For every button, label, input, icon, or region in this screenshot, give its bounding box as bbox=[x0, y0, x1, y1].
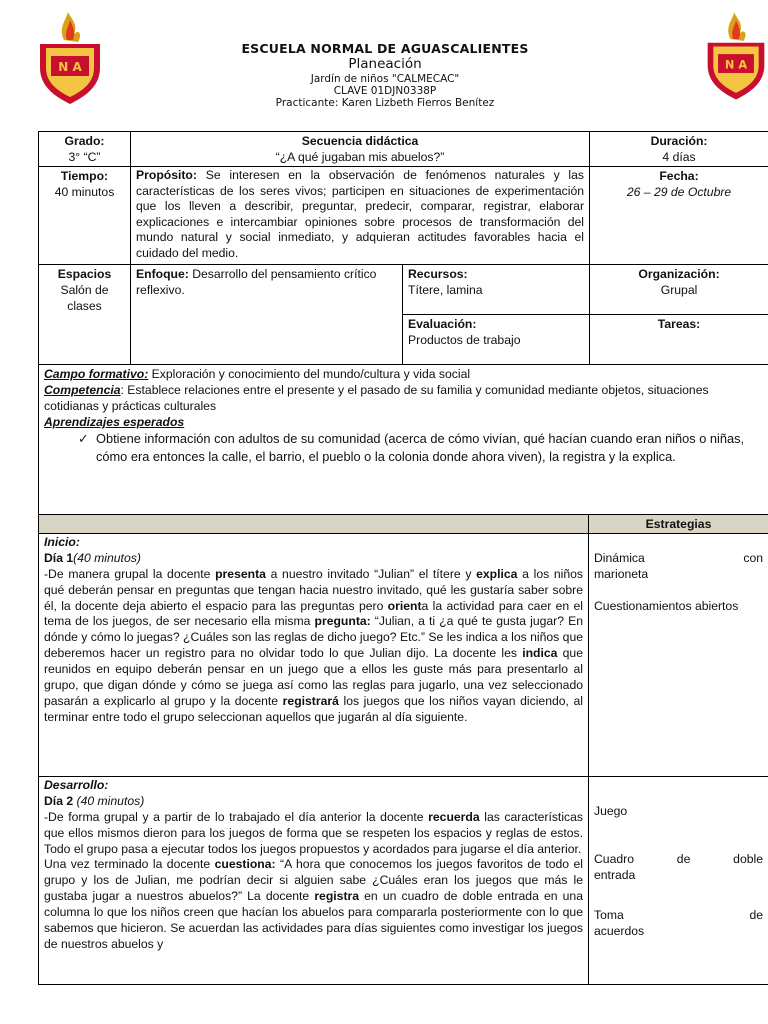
info-row-3 bbox=[39, 265, 768, 315]
inicio-day: Día 1 bbox=[44, 550, 74, 565]
duracion-value: 4 días bbox=[662, 150, 696, 165]
strategy-cuestionamientos: Cuestionamientos abiertos bbox=[594, 599, 739, 614]
inicio-title: Inicio: bbox=[44, 535, 80, 550]
inicio-bold-4: pregunta: bbox=[314, 614, 371, 629]
strategy-toma bbox=[594, 907, 763, 923]
strategy-toma-word-2: de bbox=[749, 908, 763, 923]
secuencia-cell bbox=[131, 132, 590, 167]
strategy-cuadro-word-1: Cuadro bbox=[594, 852, 634, 867]
campo-label: Campo formativo: bbox=[44, 367, 149, 381]
fecha-cell bbox=[590, 167, 768, 265]
desarrollo-text-4: “A hora que conocemos los juegos favoritos de todo el grupo y los de Julian, me podrían decir si alguien sabe ¿Cuáles eran los juegos que más le gustaba jugar a nuestros abuelos?” La docente bbox=[44, 857, 583, 904]
school-crest-logo-right bbox=[702, 8, 768, 104]
espacios-label: Espacios bbox=[57, 267, 112, 282]
desarrollo-paragraph-2 bbox=[44, 857, 583, 952]
inicio-text-4: a la actividad para caer en el tema de los juegos, de ser necesario ella misma bbox=[44, 598, 583, 629]
organizacion-cell bbox=[590, 265, 768, 315]
aprendizaje-item bbox=[44, 430, 763, 465]
duracion-label: Duración: bbox=[650, 134, 708, 148]
kinder-name: Jardín de niños "CALMECAC" bbox=[310, 72, 460, 85]
strategy-cuadro-word-4: entrada bbox=[594, 868, 636, 883]
aprendizaje-text: Obtiene información con adultos de su comunidad (acerca de cómo vivían, qué hacían cuando eran niños o niñas, cómo era entonces la calle, el barrio, el pueblo o la colonia donde ahora viven), la registra y la explica. bbox=[96, 431, 745, 465]
desarrollo-title: Desarrollo: bbox=[44, 778, 109, 793]
desarrollo-bold-3: cuestiona: bbox=[214, 857, 276, 872]
proposito-cell bbox=[131, 167, 590, 265]
strategy-dinamica-word-2: con bbox=[743, 551, 763, 566]
strategy-juego: Juego bbox=[594, 804, 628, 819]
strategy-cuadro bbox=[594, 851, 763, 867]
strategies-header-blank bbox=[39, 515, 589, 534]
inicio-cell bbox=[39, 534, 589, 777]
desarrollo-bold-1: recuerda bbox=[428, 809, 480, 824]
inicio-paragraph bbox=[44, 567, 583, 726]
document-header bbox=[150, 42, 620, 110]
strategy-cuadro-word-2: de bbox=[676, 852, 691, 867]
inicio-text-3: a los niños qué deberán pensar en preguntas que tengan hacia nuestro invitado, qué les gustaría saber sobre él, la docente deja abierto el espacio para las preguntas pero bbox=[44, 566, 584, 613]
competencia-value: : Establece relaciones entre el presente y el pasado de su familia y comunidad mediante objetos, situaciones cotidianas y prácticas culturales bbox=[44, 383, 709, 414]
strategy-toma-word-1: Toma bbox=[594, 908, 624, 923]
inicio-row bbox=[39, 534, 768, 777]
proposito-text: Se interesen en la observación de fenómenos naturales y las características de los seres vivos; participen en situaciones de experimentación que los lleven a describir, preguntar, predecir, comparar, registrar, elaborar explicaciones e intercambiar opiniones sobre procesos de transformación del mundo natural y social inmediato, y adquieran actitudes favorables hacia el cuidado del medio. bbox=[136, 168, 585, 260]
recursos-value: Títere, lamina bbox=[408, 283, 483, 298]
logo-text-left: N A bbox=[58, 60, 82, 74]
desarrollo-text-2: las características que ellos mismos dieron para los juegos de forma que se respeten los espacios y reglas de estos. Todo el grupo pasa a ejecutar todos los juegos propuestos y acordados para jugarse el día anterior. bbox=[44, 809, 583, 856]
desarrollo-text-5: en un cuadro de doble entrada en una columna lo que los niños creen que hacían los abuelos para compararla posteriormente con lo que sabemos que hicieron. Se acuerdan las actividades para días siguientes como investigar los juegos de nuestros abuelos y bbox=[44, 889, 583, 951]
info-table bbox=[38, 131, 768, 365]
inicio-bold-2: explica bbox=[476, 566, 518, 581]
inicio-duration: (40 minutos) bbox=[73, 550, 141, 565]
enfoque-label: Enfoque: bbox=[136, 267, 189, 282]
evaluacion-value: Productos de trabajo bbox=[408, 333, 521, 348]
recursos-label: Recursos: bbox=[408, 267, 468, 282]
grado-cell bbox=[39, 132, 131, 167]
desarrollo-strategies bbox=[589, 777, 768, 985]
tiempo-label: Tiempo: bbox=[60, 169, 109, 184]
desarrollo-bold-4: registra bbox=[314, 889, 360, 904]
evaluacion-cell bbox=[403, 315, 590, 365]
inicio-bold-6: registrará bbox=[282, 693, 339, 708]
school-crest-logo-left bbox=[34, 10, 106, 106]
tiempo-value: 40 minutos bbox=[54, 185, 115, 200]
organizacion-label: Organización: bbox=[638, 267, 720, 282]
secuencia-value: “¿A qué jugaban mis abuelos?” bbox=[275, 150, 445, 165]
inicio-strategies bbox=[589, 534, 768, 777]
secuencia-label: Secuencia didáctica bbox=[301, 134, 419, 148]
campo-cell bbox=[39, 365, 768, 515]
espacios-cell bbox=[39, 265, 131, 365]
practicante-name: Practicante: Karen Lizbeth Fierros Benítez bbox=[275, 97, 495, 110]
recursos-cell bbox=[403, 265, 590, 315]
strategy-dinamica bbox=[594, 550, 763, 566]
info-row-1 bbox=[39, 132, 768, 167]
tareas-cell bbox=[590, 315, 768, 365]
fecha-label: Fecha: bbox=[659, 169, 699, 184]
proposito-label: Propósito: bbox=[136, 168, 197, 183]
strategies-header: Estrategias bbox=[589, 515, 768, 534]
desarrollo-day: Día 2 bbox=[44, 793, 77, 808]
desarrollo-cell bbox=[39, 777, 589, 985]
document-type: Planeación bbox=[348, 55, 422, 72]
campo-value: Exploración y conocimiento del mundo/cultura y vida social bbox=[148, 367, 471, 381]
inicio-text-1: -De manera grupal la docente bbox=[44, 566, 216, 581]
grado-value: 3° “C” bbox=[68, 150, 101, 165]
inicio-text-7: los juegos que los niños vayan diciendo, al terminar entre todo el grupo seleccionan aquellos que jugarán al día siguiente. bbox=[44, 693, 583, 724]
desarrollo-text-3: Una vez terminado la docente bbox=[44, 857, 215, 872]
desarrollo-duration: (40 minutos) bbox=[76, 793, 145, 808]
inicio-text-2: a nuestro invitado “Julian” el títere y bbox=[265, 566, 477, 581]
enfoque-cell bbox=[131, 265, 403, 365]
organizacion-value: Grupal bbox=[660, 283, 698, 298]
grado-label: Grado: bbox=[64, 134, 105, 148]
school-name: ESCUELA NORMAL DE AGUASCALIENTES bbox=[241, 41, 529, 56]
inicio-text-5: “Julian, a ti ¿a qué te gusta jugar? En dónde y cómo lo juegas? ¿Cuáles son las reglas de dicho juego? Etc.” Se les indica a los niños que deberemos hacer un registro para no olvidar todo lo que Julian dijo. La docente les bbox=[44, 614, 583, 661]
aprendizajes-label: Aprendizajes esperados bbox=[44, 415, 185, 430]
info-row-2 bbox=[39, 167, 768, 265]
desarrollo-paragraph-1 bbox=[44, 810, 583, 858]
campo-row bbox=[39, 365, 768, 515]
inicio-bold-1: presenta bbox=[215, 566, 266, 581]
competencia-label: Competencia bbox=[44, 383, 121, 398]
strategy-dinamica-word-3: marioneta bbox=[594, 567, 649, 582]
tareas-label: Tareas: bbox=[657, 317, 701, 332]
desarrollo-text-1: -De forma grupal y a partir de lo trabajado el día anterior la docente bbox=[44, 809, 429, 824]
inicio-bold-5: indica bbox=[522, 646, 558, 661]
evaluacion-label: Evaluación: bbox=[408, 317, 477, 332]
inicio-bold-3: orient bbox=[387, 598, 422, 613]
checkmark-icon: ✓ bbox=[78, 431, 89, 447]
espacios-value: Salón de clases bbox=[60, 283, 109, 314]
enfoque-value: Desarrollo del pensamiento crítico reflexivo. bbox=[136, 267, 377, 298]
strategies-header-row bbox=[39, 515, 768, 534]
fecha-value: 26 – 29 de Octubre bbox=[626, 185, 732, 200]
school-clave: CLAVE 01DJN0338P bbox=[333, 85, 437, 98]
duracion-cell bbox=[590, 132, 768, 167]
content-table bbox=[38, 364, 768, 985]
inicio-text-6: que reunidos en equipo deberán pensar en un juego que a ellos les guste más para presentarlo al grupo, que digan dónde y cómo se juega así como las reglas para jugarlo, una vez seleccionado pasarán a explicarlo al grupo y la docente bbox=[44, 646, 583, 708]
desarrollo-row bbox=[39, 777, 768, 985]
strategy-dinamica-word-1: Dinámica bbox=[594, 551, 645, 566]
strategy-cuadro-word-3: doble bbox=[733, 852, 763, 867]
tiempo-cell bbox=[39, 167, 131, 265]
logo-text-right: N A bbox=[724, 57, 748, 72]
strategy-toma-word-3: acuerdos bbox=[594, 924, 645, 939]
